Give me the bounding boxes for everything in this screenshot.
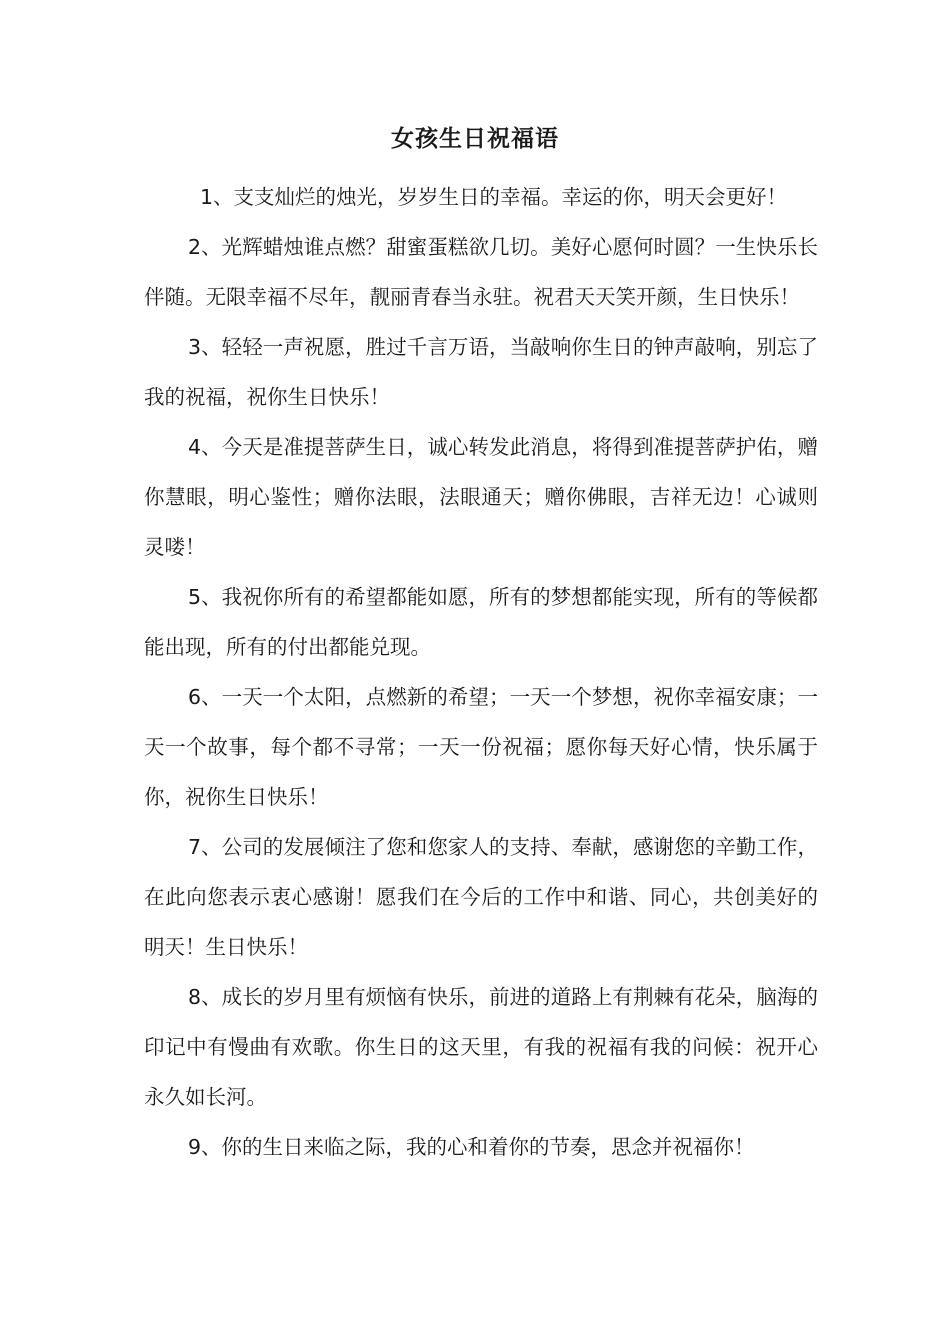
- paragraph-2: 2、光辉蜡烛谁点燃？甜蜜蛋糕欲几切。美好心愿何时圆？一生快乐长伴随。无限幸福不尽年，靓丽青春当永驻。祝君天天笑开颜，生日快乐！: [144, 235, 818, 309]
- paragraph-4: 4、今天是准提菩萨生日，诚心转发此消息，将得到准提菩萨护佑，赠你慧眼，明心鉴性；赠你法眼，法眼通天；赠你佛眼，吉祥无边！心诚则灵喽！: [144, 435, 818, 559]
- paragraph-8: 8、成长的岁月里有烦恼有快乐，前进的道路上有荆棘有花朵，脑海的印记中有慢曲有欢歌。你生日的这天里，有我的祝福有我的问候：祝开心永久如长河。: [144, 985, 818, 1109]
- document-title: 女孩生日祝福语: [391, 126, 559, 152]
- paragraph-3: 3、轻轻一声祝愿，胜过千言万语，当敲响你生日的钟声敲响，别忘了我的祝福，祝你生日快乐！: [144, 335, 818, 409]
- paragraph-9: 9、你的生日来临之际，我的心和着你的节奏，思念并祝福你！: [188, 1135, 755, 1159]
- paragraph-7: 7、公司的发展倾注了您和您家人的支持、奉献，感谢您的辛勤工作，在此向您表示衷心感谢！愿我们在今后的工作中和谐、同心，共创美好的明天！生日快乐！: [144, 835, 818, 959]
- paragraph-6: 6、一天一个太阳，点燃新的希望；一天一个梦想，祝你幸福安康；一天一个故事，每个都不寻常；一天一份祝福；愿你每天好心情，快乐属于你，祝你生日快乐！: [144, 685, 818, 809]
- paragraph-5: 5、我祝你所有的希望都能如愿，所有的梦想都能实现，所有的等候都能出现，所有的付出都能兑现。: [144, 585, 818, 659]
- paragraph-1: 1、支支灿烂的烛光，岁岁生日的幸福。幸运的你，明天会更好！: [200, 185, 788, 209]
- document-body: [144, 172, 818, 1172]
